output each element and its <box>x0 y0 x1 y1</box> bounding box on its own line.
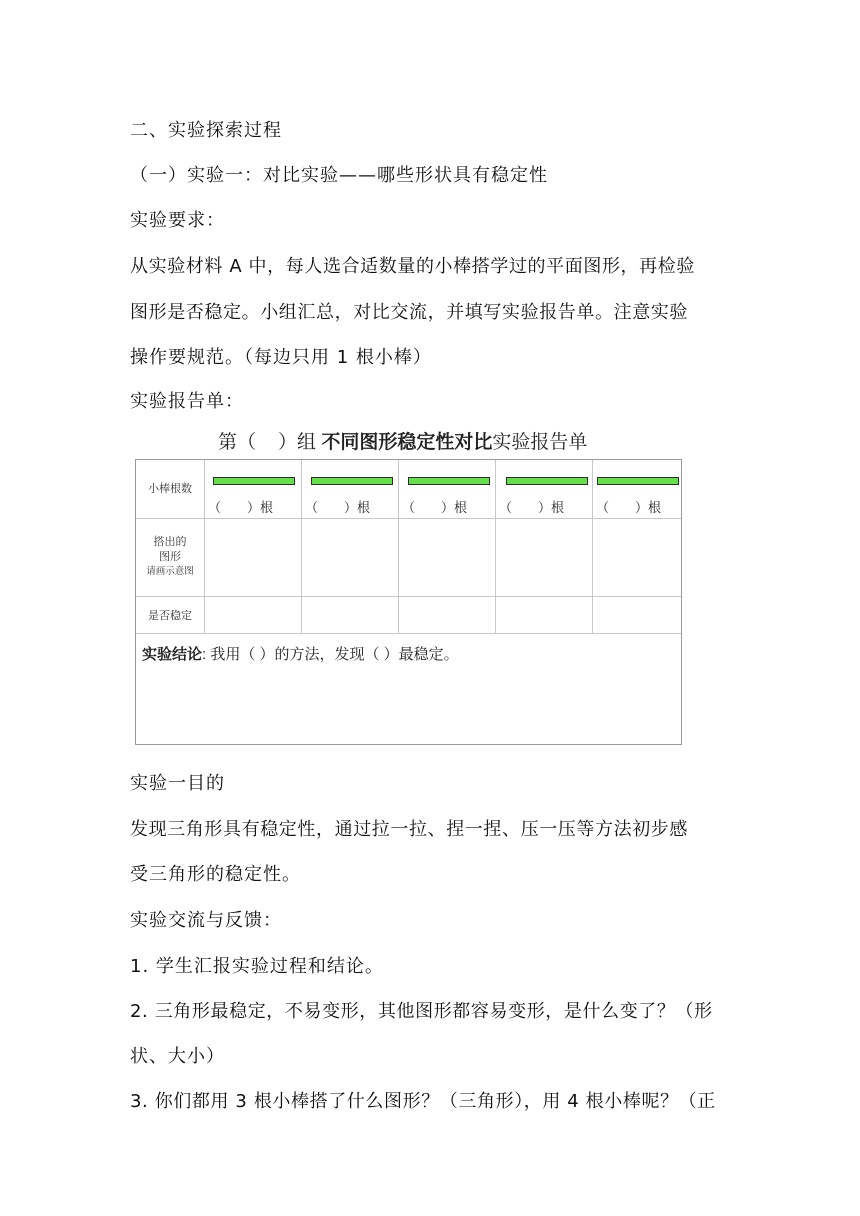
purpose-text-1: 发现三角形具有稳定性，通过拉一拉、捏一捏、压一压等方法初步感 <box>130 819 688 840</box>
stick-4 <box>506 477 588 485</box>
conclusion-text: : 我用（ ）的方法，发现（ ）最稳定。 <box>202 646 459 663</box>
requirements-text-2: 图形是否稳定。小组汇总，对比交流，并填写实验报告单。注意实验 <box>130 302 688 323</box>
count-cell-1: （ ）根 <box>208 501 274 516</box>
row-label-shape-a: 搭出的 <box>153 535 187 548</box>
feedback-item-3: 3. 你们都用 3 根小棒搭了什么图形？（三角形），用 4 根小棒呢？（正 <box>130 1091 716 1112</box>
stick-1 <box>213 477 295 485</box>
count-cell-4: （ ）根 <box>499 501 565 516</box>
requirements-text-3: 操作要规范。（每边只用 1 根小棒） <box>130 347 432 368</box>
conclusion-label: 实验结论 <box>142 646 203 663</box>
row-label-shape-c: 请画示意图 <box>146 566 194 577</box>
stick-5 <box>597 477 679 485</box>
requirements-text-1: 从实验材料 A 中，每人选合适数量的小棒搭学过的平面图形，再检验 <box>130 256 695 277</box>
report-table <box>135 459 682 745</box>
count-cell-3: （ ）根 <box>402 501 468 516</box>
report-sheet-label: 实验报告单： <box>130 391 244 412</box>
requirements-label: 实验要求： <box>130 210 225 231</box>
row-label-shape <box>136 534 204 579</box>
stick-2 <box>311 477 393 485</box>
feedback-item-1: 1. 学生汇报实验过程和结论。 <box>130 956 384 977</box>
experiment-one-title: （一）实验一：对比实验——哪些形状具有稳定性 <box>130 165 548 186</box>
feedback-item-2-cont: 状、大小） <box>130 1046 225 1067</box>
row-label-stable: 是否稳定 <box>148 609 192 622</box>
count-cell-5: （ ）根 <box>596 501 662 516</box>
count-cell-2: （ ）根 <box>305 501 371 516</box>
row-label-stick-count: 小棒根数 <box>148 482 192 495</box>
stick-3 <box>408 477 490 485</box>
section-heading: 二、实验探索过程 <box>130 120 282 141</box>
report-title-group: ）组 <box>278 432 317 453</box>
purpose-heading: 实验一目的 <box>130 773 225 794</box>
feedback-heading: 实验交流与反馈： <box>130 910 282 931</box>
purpose-text-2: 受三角形的稳定性。 <box>130 864 301 885</box>
report-title-bold: 不同图形稳定性对比 <box>321 432 493 453</box>
report-title-prefix: 第（ <box>218 432 257 453</box>
report-title <box>218 427 587 454</box>
row-label-shape-b: 图形 <box>159 550 181 563</box>
conclusion <box>142 643 459 664</box>
feedback-item-2: 2. 三角形最稳定，不易变形，其他图形都容易变形，是什么变了？（形 <box>130 1001 713 1022</box>
report-title-suffix: 实验报告单 <box>492 432 588 453</box>
